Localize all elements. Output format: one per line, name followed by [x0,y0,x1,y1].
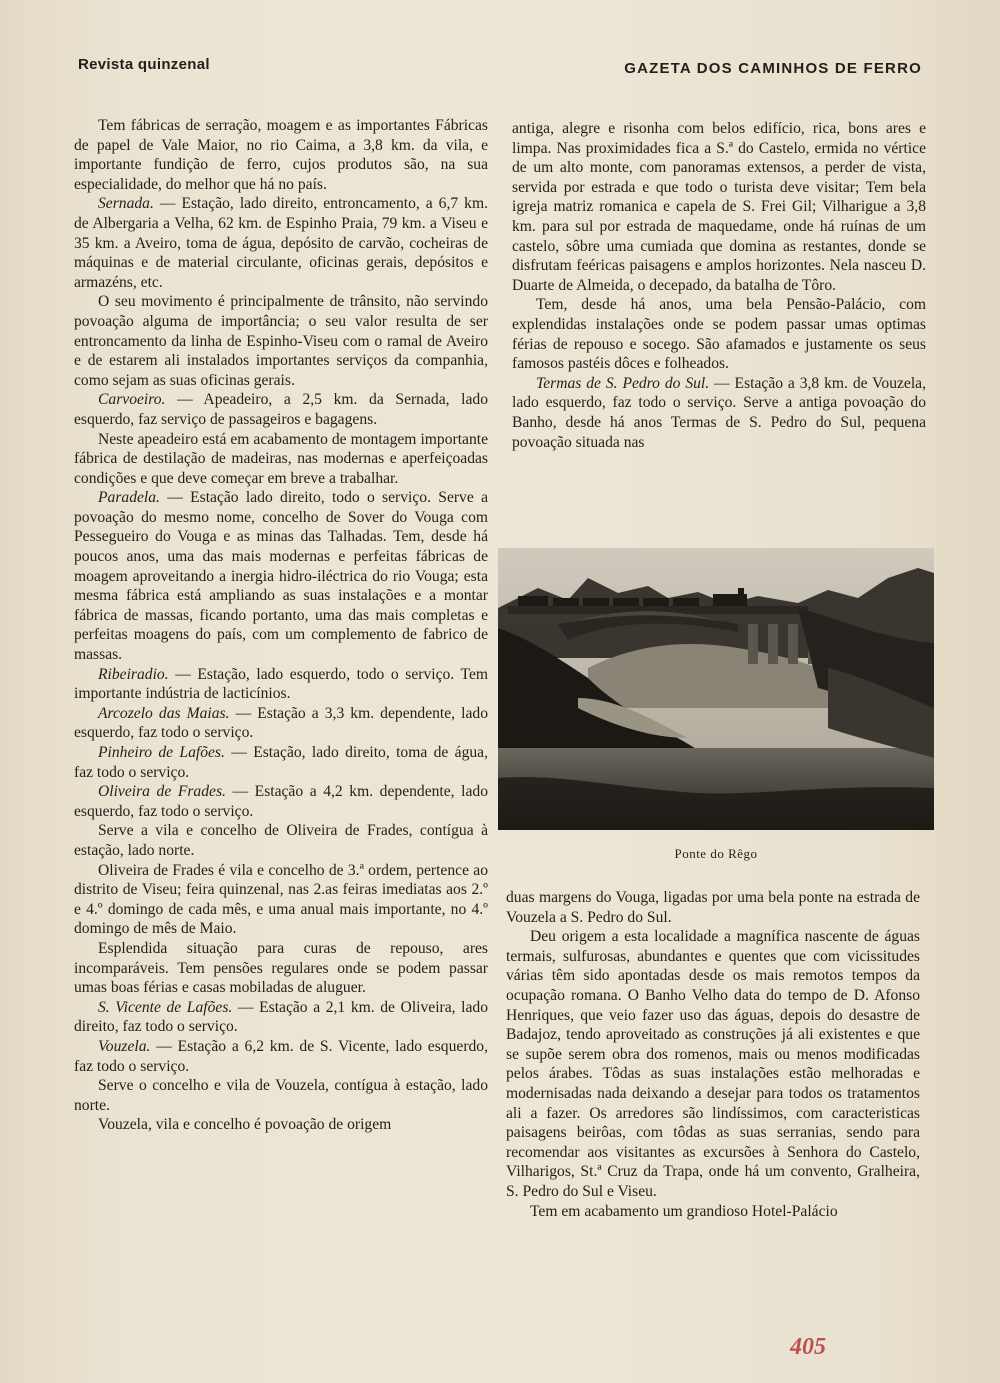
paragraph [74,194,488,292]
paragraph-text: — Estação, lado esquerdo, todo o serviço. Tem importante indústria de lacticínios. [74,665,488,703]
paragraph [74,704,488,743]
station-name: Termas de S. Pedro do Sul. [536,374,710,392]
left-column [74,116,488,1135]
station-name: Vouzela. [98,1037,151,1055]
paragraph-text: antiga, alegre e risonha com belos edifício, rica, bons ares e limpa. Nas proximidades fica a S.ª do Castelo, ermida no vértice de um alto monte, com panoramas extensos, a perder de vista, servida por estrada e que todo o turista deve visitar; Tem bela igreja matriz romanica e capela de S. Frei Gil; Vilharigue a 3,8 km. para sul por estrada de maquedame, onde há ruínas de um castelo, sôbre uma cumiada que domina as restantes, donde se disfrutam feéricas paisagens e amplos horizontes. Nela nasceu D. Duarte de Almeida, o decepado, da batalha de Tôro. [512,120,926,294]
paragraph-text: Oliveira de Frades é vila e concelho de 3.ª ordem, pertence ao distrito de Viseu; feira quinzenal, nas 2.as feiras imediatas aos 2.º e 4.º domingo de cada mês, e uma anual mais importante, no 4.º domingo de mês de Maio. [74,861,488,938]
paragraph [74,782,488,821]
paragraph [506,888,920,927]
right-column-top [512,119,926,452]
paragraph [506,927,920,1201]
paragraph-text: — Apeadeiro, a 2,5 km. da Sernada, lado esquerdo, faz serviço de passageiros e bagagens. [74,391,488,428]
station-name: Oliveira de Frades. [98,783,226,801]
paragraph [74,1037,488,1076]
paragraph [512,119,926,295]
station-name: Pinheiro de Lafões. [98,744,225,761]
paragraph-text: Vouzela, vila e concelho é povoação de origem [98,1116,392,1134]
paragraph-text: Serve o concelho e vila de Vouzela, contígua à estação, lado norte. [74,1077,488,1114]
paragraph-text: O seu movimento é principalmente de trânsito, não servindo povoação alguma de importância; o seu valor resulta de ser entroncamento da linha de Espinho-Viseu com o ramal de Aveiro e de estarem ali instalados importantes serviços da companhia, como sejam as suas oficinas gerais. [74,293,488,389]
station-name: Sernada. [98,195,154,213]
station-name: Ribeiradio. [98,665,169,683]
paragraph [74,430,488,489]
paragraph [74,1115,488,1135]
header-publication-title: GAZETA DOS CAMINHOS DE FERRO [624,60,922,77]
paragraph-text: Neste apeadeiro está em acabamento de montagem importante fábrica de destilação de madeiras, nas modernas e aperfeiçoadas condições e que deve começar em breve a trabalhar. [74,430,488,487]
paragraph [512,295,926,373]
paragraph-text: — Estação a 4,2 km. dependente, lado esquerdo, faz todo o serviço. [74,783,489,820]
bridge-photo [498,548,934,830]
paragraph-text: Tem fábricas de serração, moagem e as importantes Fábricas de papel de Vale Maior, no rio Caima, a 3,8 km. da vila, e importante fundição de ferro, cujos produtos são, na sua especialidade, do melhor que há no país. [74,117,488,193]
paragraph [74,743,488,782]
paragraph [74,939,488,998]
paragraph [74,1076,488,1115]
paragraph-text: Tem em acabamento um grandioso Hotel-Palácio [530,1202,838,1220]
paragraph-text: Tem, desde há anos, uma bela Pensão-Palácio, com explendidas instalações onde se podem passar umas optimas férias de repouso e socego. São afamados e justamente os seus famosos pastéis dôces e folheados. [512,296,926,373]
header-periodicity: Revista quinzenal [78,56,210,73]
paragraph-text: — Estação lado direito, todo o serviço. Serve a povoação do mesmo nome, concelho de Sover do Vouga com Pessegueiro do Vouga e as minas das Talhadas. Tem, desde há poucos anos, uma das mais modernas e perfeitas fábricas de moagem aproveitando a inergia hidro-iléctrica do rio Vouga; esta mesma fábrica está ampliando as suas instalações e a montar fábrica de massas, ficando portanto, uma das mais completas e perfeitas moagens do país, com um complemento de fabrico de massas. [74,489,488,664]
paragraph-text: Deu origem a esta localidade a magnífica nascente de águas termais, sulfurosas, abundantes e quentes que com vicissitudes várias têm sido apontadas desde os mais remotos tempos da ocupação romana. O Banho Velho data do tempo de D. Afonso Henriques, que veio fazer uso das águas, depois do desastre de Badajoz, tendo aproveitado as construções já ali existentes e que se supõe serem obra dos romenos, mais ou menos modificadas pelos árabes. Tôdas as suas instalações estão melhoradas e modernisadas nada deixando a desejar para todos os tratamentos ali a fazer. Os arredores são lindíssimos, com caracteristicas paisagens beirôas, com tôdas as suas serranias, sendo para recomendar aos visitantes as excursões à Senhora do Castelo, Vilharigos, St.ª Cruz da Trapa, onde há um convento, Gralheira, S. Pedro do Sul e Viseu. [506,928,920,1200]
paragraph [74,292,488,390]
paragraph-text: — Estação a 3,8 km. de Vouzela, lado esquerdo, faz todo o serviço. Serve a antiga povoação do Banho, desde há anos Termas de S. Pedro do Sul, pequena povoação situada nas [512,374,926,451]
paragraph-text: — Estação a 3,3 km. dependente, lado esquerdo, faz todo o serviço. [74,704,488,742]
page-number: 405 [790,1334,826,1360]
paragraph-text: — Estação, lado direito, toma de água, faz todo o serviço. [74,744,489,781]
paragraph-text: Esplendida situação para curas de repouso, ares incomparáveis. Tem pensões regulares onde se podem passar umas boas férias e casas mobiladas de aluguer. [74,939,488,997]
paragraph-text: — Estação, lado direito, entroncamento, a 6,7 km. de Albergaria a Velha, 62 km. de Espinho Praia, 79 km. a Viseu e 35 km. a Aveiro, toma de água, depósito de carvão, cocheiras de máquinas e de material circulante, oficinas gerais, depósitos e armazéns, etc. [74,195,488,291]
paragraph [74,998,488,1037]
paragraph [74,116,488,194]
paragraph-text: Serve a vila e concelho de Oliveira de Frades, contígua à estação, lado norte. [74,822,488,859]
paragraph [74,861,488,939]
station-name: Arcozelo das Maias. [98,704,230,722]
station-name: Carvoeiro. [98,391,166,409]
paragraph [74,821,488,860]
station-name: S. Vicente de Lafões. [98,998,233,1016]
paragraph [512,374,926,452]
paragraph-text: duas margens do Vouga, ligadas por uma bela ponte na estrada de Vouzela a S. Pedro do Sul. [506,889,920,926]
paragraph [74,488,488,664]
paragraph-text: — Estação a 6,2 km. de S. Vicente, lado esquerdo, faz todo o serviço. [74,1037,488,1075]
paragraph [506,1202,920,1222]
right-column-bottom [506,888,920,1221]
paragraph-text: — Estação a 2,1 km. de Oliveira, lado direito, faz todo o serviço. [74,998,488,1036]
paragraph [74,665,488,704]
station-name: Paradela. [98,489,160,507]
photo-caption: Ponte do Rêgo [674,846,758,861]
paragraph [74,390,488,429]
bridge-photo-image [498,548,934,830]
